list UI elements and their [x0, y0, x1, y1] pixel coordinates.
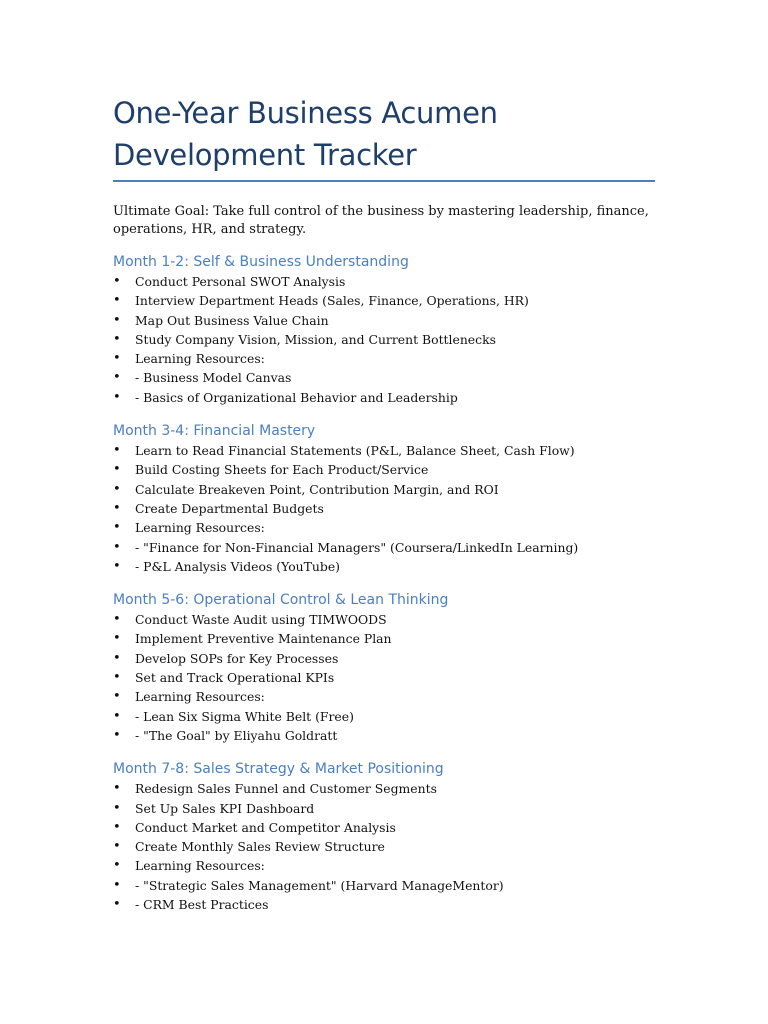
list-item-text: Map Out Business Value Chain — [135, 312, 329, 328]
list-item — [113, 368, 658, 387]
bullet-icon: • — [113, 727, 121, 743]
list-item-text: Conduct Personal SWOT Analysis — [135, 274, 346, 289]
list-item — [113, 856, 658, 875]
bullet-icon: • — [113, 293, 121, 309]
list-item-text: - CRM Best Practices — [135, 897, 269, 913]
bullet-icon: • — [113, 670, 121, 686]
list-item-text: - "Finance for Non-Financial Managers" (Coursera/LinkedIn Learning) — [135, 539, 579, 555]
list-item-text: - Business Model Canvas — [135, 370, 292, 386]
list-item — [113, 460, 658, 479]
bullet-icon: • — [113, 631, 121, 647]
bullet-icon: • — [113, 500, 121, 516]
bullet-icon: • — [113, 520, 121, 536]
page-title-line-1: One-Year Business Acumen — [113, 96, 498, 130]
bullet-icon: • — [113, 351, 121, 367]
list-item — [113, 876, 658, 895]
bullet-icon: • — [113, 877, 121, 893]
bullet-icon: • — [113, 331, 121, 347]
bullet-icon: • — [113, 897, 121, 913]
list-item — [113, 311, 658, 330]
list-item-text: - "The Goal" by Eliyahu Goldratt — [135, 727, 338, 743]
list-item-text: Conduct Waste Audit using TIMWOODS — [135, 612, 387, 628]
ultimate-goal-paragraph: Ultimate Goal: Take full control of the business by mastering leadership, finance, operations, HR, and strategy. — [113, 204, 649, 237]
list-item — [113, 557, 658, 576]
bullet-icon: • — [113, 389, 121, 405]
list-item-text: Redesign Sales Funnel and Customer Segments — [135, 781, 437, 797]
list-item-text: - "Strategic Sales Management" (Harvard ManageMentor) — [135, 877, 504, 893]
list-item — [113, 779, 658, 798]
section-heading: Month 5-6: Operational Control & Lean Thinking — [113, 592, 449, 609]
sections-container — [113, 252, 658, 914]
list-item — [113, 668, 658, 687]
list-item — [113, 707, 658, 726]
bullet-icon: • — [113, 370, 121, 386]
bullet-icon: • — [113, 839, 121, 855]
list-item — [113, 330, 658, 349]
section-heading: Month 7-8: Sales Strategy & Market Positioning — [113, 761, 444, 778]
section-item-list — [113, 272, 658, 407]
section-heading: Month 3-4: Financial Mastery — [113, 423, 316, 440]
list-item-text: - Lean Six Sigma White Belt (Free) — [135, 708, 354, 724]
page-title — [113, 92, 658, 176]
bullet-icon: • — [113, 612, 121, 628]
bullet-icon: • — [113, 312, 121, 328]
list-item — [113, 687, 658, 706]
bullet-icon: • — [113, 819, 121, 835]
bullet-icon: • — [113, 781, 121, 797]
list-item — [113, 818, 658, 837]
list-item — [113, 726, 658, 745]
bullet-icon: • — [113, 689, 121, 705]
section-item-list — [113, 441, 658, 576]
list-item-text: - Basics of Organizational Behavior and Leadership — [135, 389, 458, 405]
list-item-text: Implement Preventive Maintenance Plan — [135, 631, 392, 647]
list-item — [113, 388, 658, 407]
list-item — [113, 291, 658, 310]
list-item — [113, 499, 658, 518]
section-item-list — [113, 610, 658, 745]
list-item — [113, 837, 658, 856]
bullet-icon: • — [113, 462, 121, 478]
list-item-text: Set and Track Operational KPIs — [135, 670, 335, 686]
list-item-text: Create Departmental Budgets — [135, 500, 324, 516]
title-underline-divider — [113, 180, 655, 182]
document-content — [113, 92, 658, 914]
list-item-text: Build Costing Sheets for Each Product/Service — [135, 462, 429, 478]
bullet-icon: • — [113, 539, 121, 555]
list-item — [113, 649, 658, 668]
list-item-text: Develop SOPs for Key Processes — [135, 650, 339, 666]
bullet-icon: • — [113, 858, 121, 874]
list-item — [113, 441, 658, 460]
list-item — [113, 480, 658, 499]
list-item-text: Learning Resources: — [135, 689, 265, 705]
list-item-text: Learning Resources: — [135, 351, 265, 367]
list-item-text: Learning Resources: — [135, 858, 265, 874]
bullet-icon: • — [113, 481, 121, 497]
bullet-icon: • — [113, 274, 121, 289]
list-item — [113, 895, 658, 914]
list-item — [113, 610, 658, 629]
list-item-text: Interview Department Heads (Sales, Finance, Operations, HR) — [135, 293, 529, 309]
page-title-line-2: Development Tracker — [113, 138, 417, 172]
list-item-text: - P&L Analysis Videos (YouTube) — [135, 558, 340, 574]
list-item-text: Conduct Market and Competitor Analysis — [135, 819, 396, 835]
list-item — [113, 518, 658, 537]
list-item — [113, 349, 658, 368]
bullet-icon: • — [113, 800, 121, 816]
bullet-icon: • — [113, 558, 121, 574]
list-item-text: Learn to Read Financial Statements (P&L, Balance Sheet, Cash Flow) — [135, 443, 575, 459]
list-item-text: Calculate Breakeven Point, Contribution Margin, and ROI — [135, 481, 499, 497]
list-item — [113, 272, 658, 291]
list-item-text: Study Company Vision, Mission, and Current Bottlenecks — [135, 331, 496, 347]
bullet-icon: • — [113, 650, 121, 666]
list-item — [113, 629, 658, 648]
list-item — [113, 799, 658, 818]
bullet-icon: • — [113, 443, 121, 459]
section-item-list — [113, 779, 658, 914]
list-item-text: Create Monthly Sales Review Structure — [135, 839, 385, 855]
section-heading: Month 1-2: Self & Business Understanding — [113, 254, 409, 270]
list-item-text: Learning Resources: — [135, 520, 265, 536]
list-item — [113, 538, 658, 557]
bullet-icon: • — [113, 708, 121, 724]
list-item-text: Set Up Sales KPI Dashboard — [135, 800, 315, 816]
